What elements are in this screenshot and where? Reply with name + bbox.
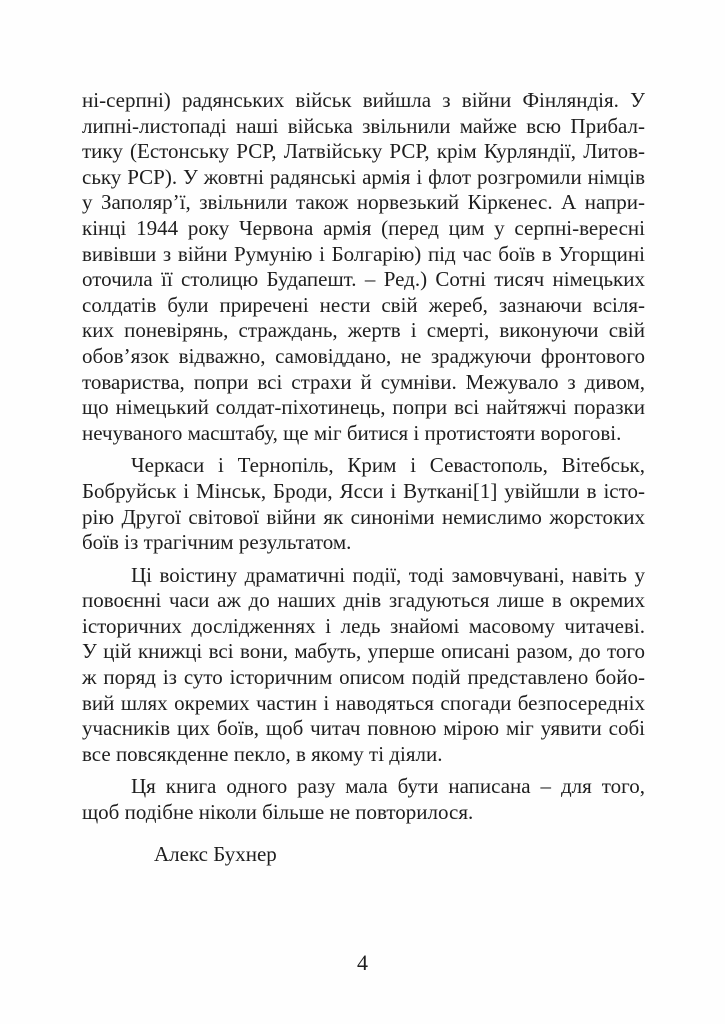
- text-line: нечуваного масштабу, ще міг битися і протистояти ворогові.: [82, 420, 622, 445]
- text-line: щоб подібне ніколи більше не повторилося.: [82, 800, 474, 825]
- text-line: ську РСР). У жовтні радянські армія і флот розгромили німців: [82, 164, 645, 189]
- text-line: вий шлях окремих частин і наводяться спогади безпосередніх: [82, 690, 645, 715]
- text-line: повоєнні часи аж до наших днів згадуються лише в окремих: [82, 588, 645, 613]
- paragraph-cities: [82, 453, 645, 555]
- text-line: що німецький солдат-піхотинець, попри всі найтяжчі поразки: [82, 395, 645, 420]
- author-name: [82, 842, 645, 868]
- paragraphs: [82, 88, 645, 867]
- text-line: солдатів були приречені нести свій жереб, зазнаючи всіля-: [82, 292, 645, 317]
- text-line: товариства, попри всі страхи й сумніви. Межувало з дивом,: [82, 369, 645, 394]
- page-number: 4: [357, 950, 368, 975]
- text-line: кінці 1944 року Червона армія (перед цим у серпні-вересні: [82, 215, 645, 240]
- text-line: боїв із трагічним результатом.: [82, 530, 352, 555]
- paragraph-war-overview: [82, 88, 645, 446]
- text-line: У цій книжці всі вони, мабуть, уперше описані разом, до того: [82, 639, 645, 664]
- text-line: ких поневірянь, страждань, жертв і смерті, виконуючи свій: [82, 318, 645, 343]
- text-line: ж поряд із суто історичним описом подій представлено бойо-: [82, 665, 645, 690]
- text-line: Ця книга одного разу мала бути написана – для того,: [131, 774, 645, 799]
- text-line: учасників цих боїв, щоб читач повною мірою міг уявити собі: [82, 716, 645, 741]
- text-line: ні-серпні) радянських військ вийшла з війни Фінляндія. У: [82, 88, 645, 112]
- text-line: все повсякденне пекло, в якому ті діяли.: [82, 741, 443, 766]
- page-content: [82, 88, 645, 874]
- text-line: рію Другої світової війни як синоніми немислимо жорстоких: [82, 504, 645, 529]
- text-line: Черкаси і Тернопіль, Крим і Севастополь, Вітебськ,: [131, 453, 645, 478]
- text-line: історичних дослідженнях і ледь знайомі масовому читачеві.: [82, 613, 645, 638]
- text-line: Алекс Бухнер: [154, 841, 277, 866]
- paragraph-dramatic-events: [82, 563, 645, 768]
- paragraph-book-purpose: [82, 774, 645, 825]
- text-line: тику (Естонську РСР, Латвійську РСР, крім Курляндії, Литов-: [82, 139, 645, 164]
- text-line: Бобруйськ і Мінськ, Броди, Ясси і Вуткані[1] увійшли в істо-: [82, 478, 645, 503]
- text-line: вивівши з війни Румунію і Болгарію) під час боїв в Угорщині: [82, 241, 645, 266]
- text-line: липні-листопаді наші війська звільнили майже всю Прибал-: [82, 113, 645, 138]
- text-line: Ці воістину драматичні події, тоді замовчувані, навіть у: [131, 562, 645, 587]
- text-line: у Заполяр’ї, звільнили також норвезький Кіркенес. А напри-: [82, 190, 645, 215]
- text-line: оточила її столицю Будапешт. – Ред.) Сотні тисяч німецьких: [82, 267, 645, 292]
- text-line: обов’язок відважно, самовіддано, не зраджуючи фронтового: [82, 343, 645, 368]
